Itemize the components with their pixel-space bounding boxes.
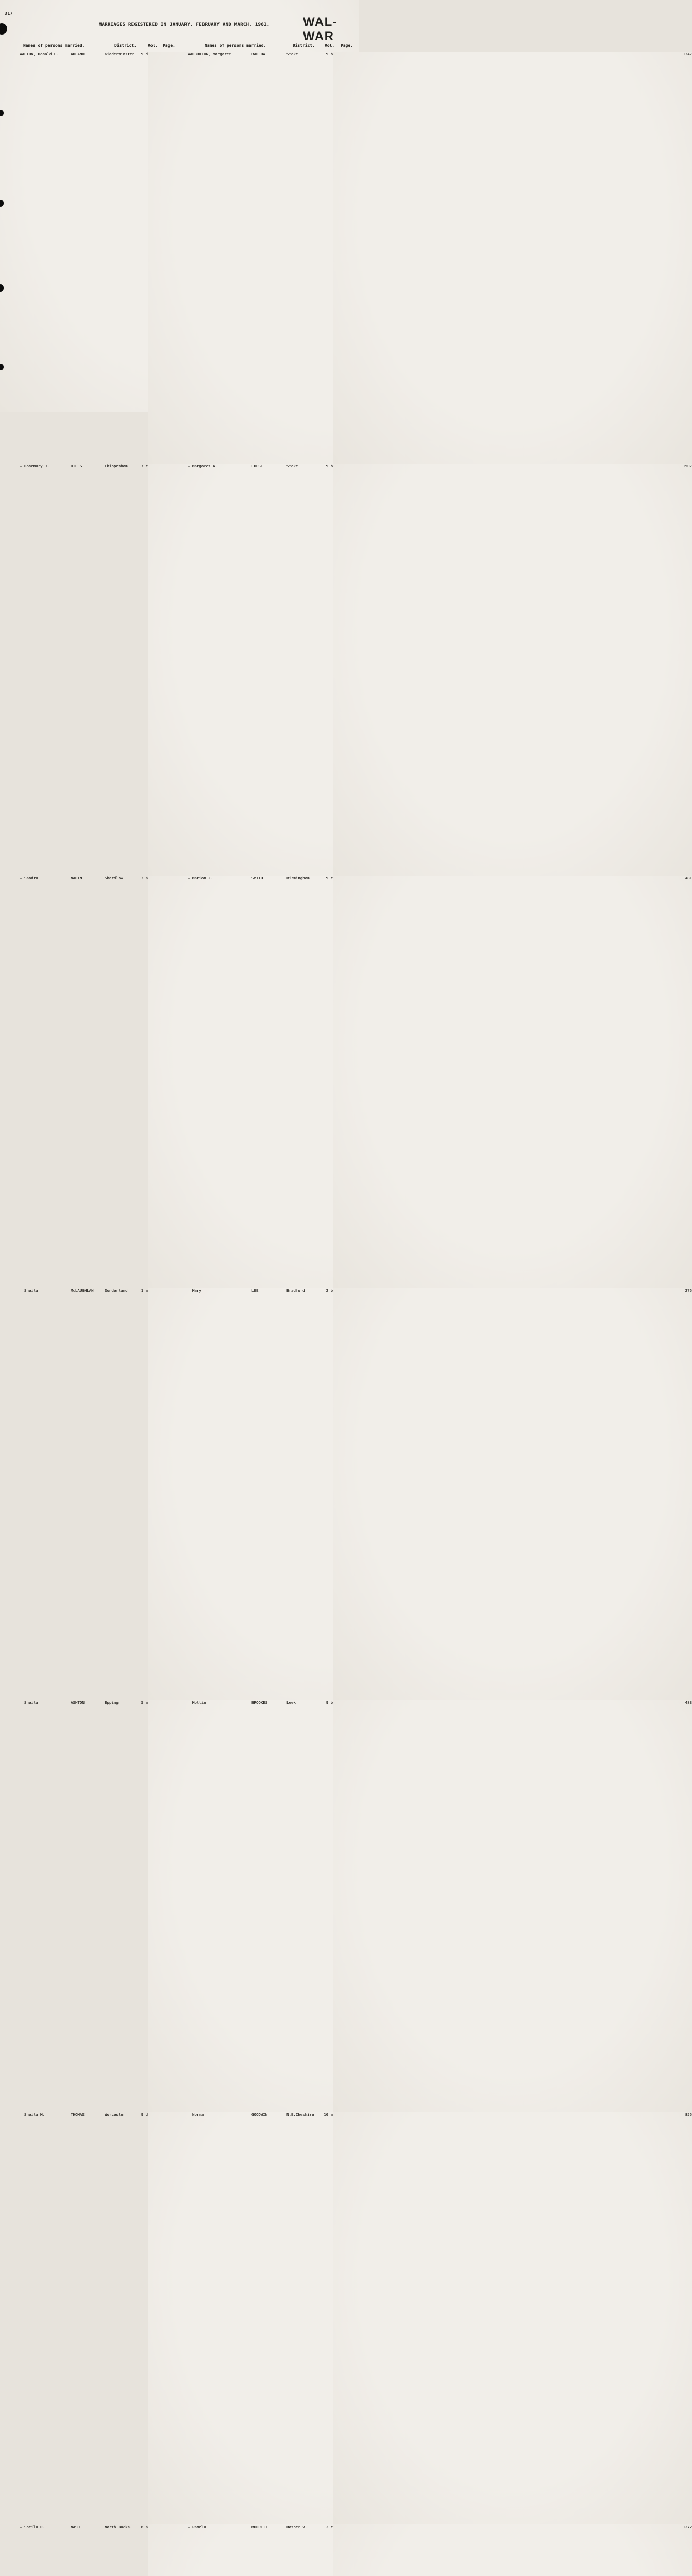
district-cell: Epping (105, 1700, 119, 1705)
name-cell: WALTON, Ronald C. (20, 52, 59, 56)
scan-artifact (0, 23, 7, 35)
district-cell: Worcester (105, 2112, 126, 2117)
surname-cell: BARLOW (251, 52, 265, 56)
surname-cell: ASHTON (71, 1700, 85, 1705)
district-cell: Leek (286, 1700, 296, 1705)
page-cell: 1272 (333, 2524, 692, 2576)
table-row (188, 1288, 692, 1700)
surname-cell: NADIN (71, 876, 82, 880)
scan-artifact (0, 200, 4, 207)
page-title: MARRIAGES REGISTERED IN JANUARY, FEBRUARY AND MARCH, 1961. (98, 22, 270, 27)
vol-cell: 1 a (141, 1288, 148, 1293)
vol-cell: 9 b (326, 1700, 333, 1705)
surname-cell: GOODWIN (251, 2112, 268, 2117)
district-cell: Bradford (286, 1288, 305, 1293)
surname-cell: BROOKES (251, 1700, 268, 1705)
surname-cell: NASH (71, 2524, 80, 2529)
name-cell: — Sheila (20, 1700, 38, 1705)
name-cell: — Mary (188, 1288, 201, 1293)
page-cell: 483 (333, 1700, 692, 2112)
surname-cell: McLAUGHLAN (71, 1288, 94, 1293)
district-cell: Stoke (286, 464, 298, 468)
page-cell: 1507 (333, 464, 692, 876)
table-row (20, 464, 177, 876)
name-cell: — Sheila R. (20, 2524, 45, 2529)
column-header-page: Page. (341, 43, 353, 48)
right-column (188, 52, 692, 2576)
column-header-district: District. (293, 43, 315, 48)
table-row (188, 2112, 692, 2524)
name-cell: — Marion J. (188, 876, 213, 880)
name-cell: — Norma (188, 2112, 204, 2117)
name-cell: — Mollie (188, 1700, 206, 1705)
table-row (188, 876, 692, 1288)
surname-cell: ARLAND (71, 52, 85, 56)
district-cell: Stoke (286, 52, 298, 56)
vol-cell: 6 a (141, 2524, 148, 2529)
district-cell: N.E.Cheshire (286, 2112, 314, 2117)
district-cell: North Bucks. (105, 2524, 132, 2529)
vol-cell: 3 a (141, 876, 148, 880)
name-cell: — Margaret A. (188, 464, 217, 468)
district-cell: Shardlow (105, 876, 123, 880)
scan-artifact (0, 110, 4, 116)
table-row (188, 464, 692, 876)
column-header-names: Names of persons married. (205, 43, 266, 48)
name-cell: — Sheila (20, 1288, 38, 1293)
page-cell: 481 (333, 876, 692, 1288)
column-header-vol: Vol. (148, 43, 158, 48)
surname-cell: FROST (251, 464, 263, 468)
district-cell: Kidderminster (105, 52, 134, 56)
name-cell: — Rosemary J. (20, 464, 49, 468)
table-row (20, 876, 177, 1288)
vol-cell: 9 c (326, 876, 333, 880)
surname-cell: SMITH (251, 876, 263, 880)
table-row (20, 1288, 177, 1700)
left-column (20, 52, 177, 2576)
index-range-header: WAL-WAR (303, 15, 338, 43)
table-row (20, 2112, 177, 2524)
scan-artifact (0, 284, 4, 292)
vol-cell: 9 b (326, 52, 333, 56)
vol-cell: 9 b (326, 464, 333, 468)
surname-cell: MORRITT (251, 2524, 268, 2529)
column-header-district: District. (114, 43, 137, 48)
page-number: 317 (5, 11, 13, 16)
page-cell: 1347 (333, 52, 692, 464)
name-cell: — Sandra (20, 876, 38, 880)
column-header-vol: Vol. (325, 43, 335, 48)
page-cell: 855 (333, 2112, 692, 2524)
page-cell: 275 (333, 1288, 692, 1700)
table-row (20, 2524, 177, 2576)
district-cell: Sunderland (105, 1288, 128, 1293)
scan-artifact (0, 364, 4, 370)
vol-cell: 5 a (141, 1700, 148, 1705)
vol-cell: 2 c (326, 2524, 333, 2529)
vol-cell: 7 c (141, 464, 148, 468)
district-cell: Rother V. (286, 2524, 308, 2529)
column-header-page: Page. (163, 43, 175, 48)
surname-cell: THOMAS (71, 2112, 85, 2117)
vol-cell: 2 b (326, 1288, 333, 1293)
table-row (20, 52, 177, 464)
surname-cell: HILES (71, 464, 82, 468)
name-cell: — Pamela (188, 2524, 206, 2529)
table-row (188, 52, 692, 464)
table-row (188, 2524, 692, 2576)
vol-cell: 10 a (324, 2112, 333, 2117)
vol-cell: 9 d (141, 52, 148, 56)
name-cell: WARBURTON, Margaret (188, 52, 231, 56)
name-cell: — Sheila M. (20, 2112, 45, 2117)
district-cell: Birmingham (286, 876, 310, 880)
column-header-names: Names of persons married. (23, 43, 85, 48)
table-row (188, 1700, 692, 2112)
surname-cell: LEE (251, 1288, 259, 1293)
vol-cell: 9 d (141, 2112, 148, 2117)
district-cell: Chippenham (105, 464, 128, 468)
table-row (20, 1700, 177, 2112)
